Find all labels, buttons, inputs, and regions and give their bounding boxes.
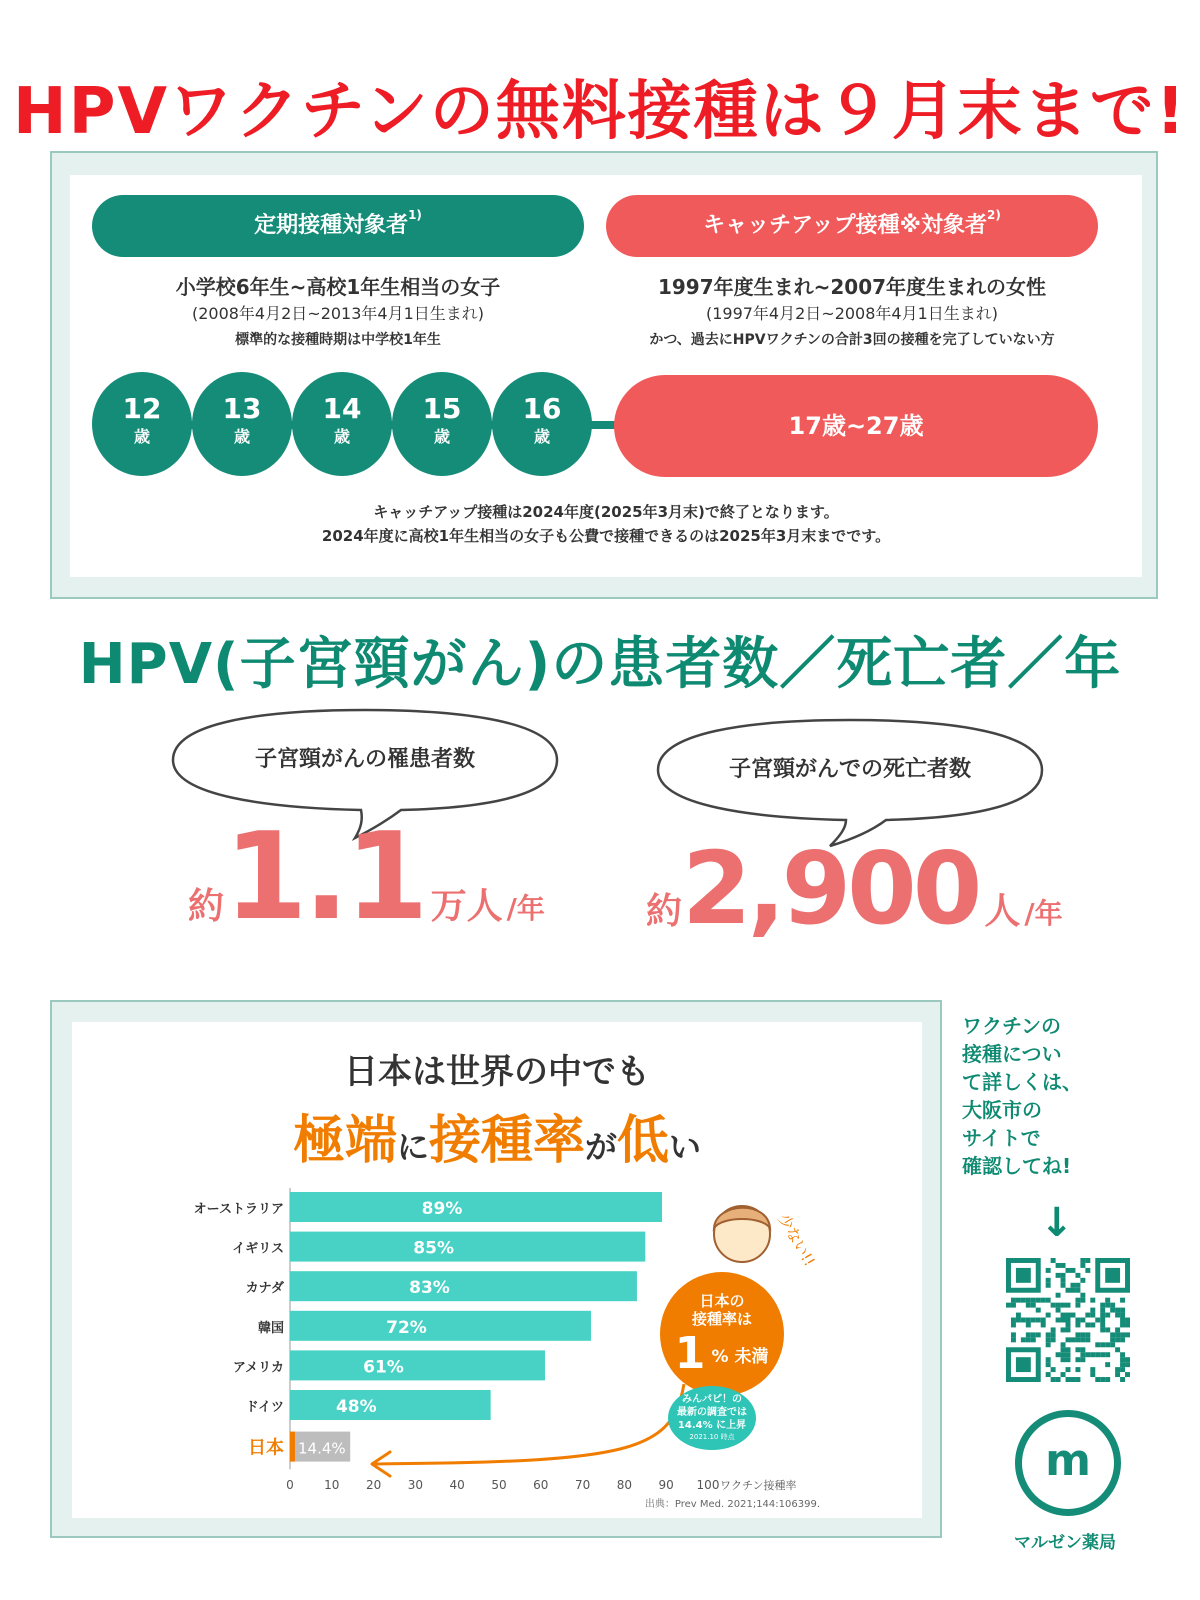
side-info-text [962, 1012, 1102, 1180]
character-exclaim-text: 少ない!! [774, 1211, 819, 1270]
qr-module [1031, 1303, 1036, 1308]
deaths-unit: 人 [984, 891, 1021, 932]
qr-module [1105, 1342, 1110, 1347]
patients-label: 子宮頸がんの罹患者数 [254, 747, 475, 772]
age-circle-14 [292, 372, 392, 476]
qr-module [1120, 1313, 1125, 1318]
qr-module [1070, 1268, 1075, 1273]
qr-module [1120, 1337, 1125, 1342]
age-unit: 歳 [233, 427, 250, 446]
category-label: オーストラリア [193, 1202, 284, 1217]
qr-module [1085, 1337, 1090, 1342]
qr-module [1125, 1318, 1130, 1323]
qr-module [1056, 1263, 1061, 1268]
x-tick-label: 60 [533, 1478, 549, 1493]
qr-module [1066, 1318, 1071, 1323]
qr-module [1075, 1283, 1080, 1288]
qr-module [1031, 1332, 1036, 1337]
qr-module [1066, 1357, 1071, 1362]
side-line: 確認してね! [962, 1154, 1072, 1178]
x-tick-label: 50 [491, 1478, 507, 1493]
survey-line1: みんパピ！の [682, 1394, 742, 1405]
qr-module [1105, 1313, 1110, 1318]
down-arrow-icon: ↓ [1040, 1200, 1074, 1246]
qr-module [1070, 1337, 1075, 1342]
qr-module [1061, 1318, 1066, 1323]
survey-line2: 最新の調査では [677, 1407, 747, 1418]
qr-module [1066, 1288, 1071, 1293]
qr-module [1115, 1372, 1120, 1377]
vaccination-rate-inner [72, 1022, 922, 1518]
qr-module [1066, 1322, 1071, 1327]
qr-module [1120, 1308, 1125, 1313]
qr-module [1115, 1337, 1120, 1342]
note-line2: 2024年度に高校1年生相当の女子も公費で接種できるのは2025年3月末までです。 [321, 527, 891, 545]
qr-module [1075, 1298, 1080, 1303]
qr-module [1105, 1327, 1110, 1332]
qr-code[interactable] [1006, 1258, 1130, 1382]
logo-letter: m [1045, 1435, 1091, 1486]
deaths-label: 子宮頸がんでの死亡者数 [728, 757, 971, 782]
qr-module [1115, 1308, 1120, 1313]
catchup-line1: 1997年度生まれ~2007年度生まれの女性 [657, 275, 1047, 299]
title-part: い [669, 1128, 702, 1166]
qr-module [1120, 1332, 1125, 1337]
qr-module [1046, 1313, 1051, 1318]
x-tick-label: 30 [407, 1478, 424, 1493]
qr-finder-inner [1016, 1268, 1031, 1283]
qr-module [1061, 1342, 1066, 1347]
x-tick-label: 90 [658, 1478, 674, 1493]
qr-module [1046, 1342, 1051, 1347]
deaths-stat [646, 830, 1063, 947]
callout-line2: 接種率は [691, 1310, 753, 1328]
qr-module [1090, 1372, 1095, 1377]
category-label: 韓国 [257, 1320, 284, 1336]
qr-module [1110, 1308, 1115, 1313]
qr-module [1026, 1332, 1031, 1337]
category-label: カナダ [245, 1281, 284, 1297]
title-part: が [585, 1128, 618, 1166]
age-unit: 歳 [333, 427, 350, 446]
qr-module [1041, 1322, 1046, 1327]
qr-module [1075, 1303, 1080, 1308]
age-number: 16 [522, 392, 562, 425]
side-line: ワクチンの [962, 1014, 1061, 1038]
qr-module [1095, 1352, 1100, 1357]
title-part: 極端 [292, 1111, 397, 1171]
qr-module [1100, 1313, 1105, 1318]
bar-value-label: 72% [386, 1317, 427, 1338]
qr-module [1090, 1308, 1095, 1313]
catchup-age-range: 17歳~27歳 [614, 375, 1098, 477]
qr-module [1085, 1332, 1090, 1337]
qr-module [1110, 1332, 1115, 1337]
qr-module [1075, 1337, 1080, 1342]
qr-module [1090, 1352, 1095, 1357]
qr-module [1051, 1337, 1056, 1342]
qr-module [1075, 1332, 1080, 1337]
side-line: 接種につい [962, 1042, 1062, 1066]
x-tick-label: 0 [286, 1478, 294, 1493]
pharmacy-name: マルゼン薬局 [1014, 1533, 1116, 1553]
qr-module [1066, 1327, 1071, 1332]
side-line: て詳しくは、 [962, 1070, 1082, 1094]
qr-module [1061, 1352, 1066, 1357]
age-circle-13 [192, 372, 292, 476]
regular-line1: 小学校6年生~高校1年生相当の女子 [175, 275, 501, 299]
qr-module [1021, 1318, 1026, 1323]
main-headline: HPVワクチンの無料接種は９月末まで! [13, 75, 1187, 149]
category-label: イギリス [232, 1241, 284, 1257]
qr-module [1080, 1352, 1085, 1357]
category-label: アメリカ [232, 1360, 284, 1376]
age-number: 15 [422, 392, 462, 425]
qr-module [1090, 1322, 1095, 1327]
chart-title-line1: 日本は世界の中でも [344, 1052, 650, 1092]
qr-module [1125, 1362, 1130, 1367]
qr-module [1080, 1278, 1085, 1283]
qr-module [1120, 1377, 1125, 1382]
qr-module [1036, 1298, 1041, 1303]
qr-module [1105, 1352, 1110, 1357]
qr-module [1105, 1298, 1110, 1303]
regular-target-description [78, 271, 598, 353]
qr-module [1080, 1337, 1085, 1342]
bar-value-label: 14.4% [298, 1439, 346, 1458]
catchup-target-title: キャッチアップ接種※対象者 [703, 213, 987, 238]
qr-module [1100, 1327, 1105, 1332]
qr-module [1051, 1367, 1056, 1372]
regular-line3: 標準的な接種時期は中学校1年生 [235, 332, 441, 348]
callout-rest: % 未満 [711, 1347, 769, 1367]
bar-value-label: 61% [363, 1357, 404, 1378]
qr-module [1120, 1367, 1125, 1372]
qr-module [1026, 1322, 1031, 1327]
vaccination-rate-panel [50, 1000, 942, 1538]
qr-module [1056, 1308, 1061, 1313]
qr-module [1075, 1318, 1080, 1323]
bar [290, 1192, 662, 1222]
regular-target-title: 定期接種対象者 [254, 213, 409, 238]
qr-module [1056, 1352, 1061, 1357]
category-label: ドイツ [245, 1400, 284, 1415]
catchup-line3: かつ、過去にHPVワクチンの合計3回の接種を完了していない方 [649, 332, 1055, 348]
qr-module [1120, 1322, 1125, 1327]
pharmacy-logo [1015, 1410, 1121, 1516]
survey-line3: 14.4% に上昇 [677, 1420, 747, 1431]
note-line1: キャッチアップ接種は2024年度(2025年3月末)で終了となります。 [373, 503, 839, 521]
vaccination-rate-chart [72, 1022, 922, 1518]
qr-module [1120, 1357, 1125, 1362]
title-part: に [396, 1128, 429, 1166]
bar [290, 1311, 591, 1341]
qr-finder-inner [1105, 1268, 1120, 1283]
qr-module [1066, 1337, 1071, 1342]
qr-module [1061, 1347, 1066, 1352]
x-tick-label: 40 [449, 1478, 465, 1493]
qr-module [1051, 1258, 1056, 1263]
title-part: 接種率 [428, 1111, 585, 1171]
qr-module [1061, 1303, 1066, 1308]
qr-module [1061, 1327, 1066, 1332]
qr-module [1016, 1318, 1021, 1323]
qr-module [1090, 1313, 1095, 1318]
callout-big-number: 1 [674, 1328, 706, 1379]
bar [290, 1350, 545, 1380]
qr-module [1125, 1372, 1130, 1377]
age-circle-15 [392, 372, 492, 476]
qr-module [1120, 1318, 1125, 1323]
qr-module [1085, 1352, 1090, 1357]
qr-module [1120, 1298, 1125, 1303]
x-tick-label: 70 [574, 1478, 591, 1493]
age-number: 12 [122, 392, 162, 425]
patients-per: /年 [506, 892, 545, 925]
qr-module [1036, 1318, 1041, 1323]
qr-module [1031, 1298, 1036, 1303]
qr-module [1066, 1313, 1071, 1318]
qr-module [1075, 1347, 1080, 1352]
bar [290, 1390, 491, 1420]
qr-module [1080, 1263, 1085, 1268]
qr-module [1021, 1337, 1026, 1342]
qr-module [1056, 1303, 1061, 1308]
qr-module [1046, 1372, 1051, 1377]
callout-line1: 日本の [699, 1292, 745, 1310]
x-axis-label: ワクチン接種率 [720, 1479, 797, 1493]
age-number: 14 [322, 392, 362, 425]
bar-value-label: 85% [413, 1238, 455, 1259]
qr-module [1100, 1303, 1105, 1308]
qr-module [1036, 1332, 1041, 1337]
qr-module [1021, 1298, 1026, 1303]
qr-module [1105, 1362, 1110, 1367]
qr-module [1066, 1303, 1071, 1308]
qr-module [1031, 1318, 1036, 1323]
bar [290, 1232, 645, 1262]
qr-module [1080, 1347, 1085, 1352]
qr-module [1041, 1298, 1046, 1303]
catchup-line2: (1997年4月2日~2008年4月1日生まれ) [705, 304, 999, 323]
qr-module [1016, 1298, 1021, 1303]
qr-module [1100, 1377, 1105, 1382]
qr-module [1125, 1322, 1130, 1327]
qr-module [1075, 1377, 1080, 1382]
qr-module [1080, 1293, 1085, 1298]
bar [290, 1271, 637, 1301]
qr-finder-inner [1016, 1357, 1031, 1372]
qr-module [1016, 1313, 1021, 1318]
regular-target-ref: 1) [408, 208, 422, 222]
qr-module [1100, 1342, 1105, 1347]
qr-module [1085, 1268, 1090, 1273]
x-tick-label: 10 [324, 1478, 340, 1493]
qr-module [1070, 1283, 1075, 1288]
qr-module [1095, 1318, 1100, 1323]
catchup-end-note [70, 501, 1142, 549]
qr-module [1085, 1258, 1090, 1263]
qr-module [1031, 1337, 1036, 1342]
qr-module [1046, 1357, 1051, 1362]
qr-module [1100, 1352, 1105, 1357]
age-circle-12 [92, 372, 192, 476]
bar-value-label: 83% [409, 1278, 450, 1299]
age-unit: 歳 [133, 427, 150, 446]
qr-module [1090, 1367, 1095, 1372]
qr-module [1105, 1303, 1110, 1308]
qr-module [1046, 1268, 1051, 1273]
qr-module [1046, 1362, 1051, 1367]
qr-module [1120, 1362, 1125, 1367]
qr-module [1080, 1258, 1085, 1263]
qr-module [1046, 1278, 1051, 1283]
qr-module [1011, 1298, 1016, 1303]
patients-value: 1.1 [224, 808, 425, 947]
qr-module [1061, 1372, 1066, 1377]
qr-module [1061, 1313, 1066, 1318]
qr-module [1080, 1332, 1085, 1337]
qr-module [1115, 1347, 1120, 1352]
qr-module [1080, 1357, 1085, 1362]
bar-value-label: 89% [421, 1199, 463, 1219]
qr-module [1066, 1347, 1071, 1352]
qr-module [1070, 1313, 1075, 1318]
qr-module [1056, 1293, 1061, 1298]
qr-module [1056, 1377, 1061, 1382]
qr-module [1011, 1337, 1016, 1342]
regular-line2: (2008年4月2日~2013年4月1日生まれ) [191, 304, 485, 323]
eligibility-inner [70, 175, 1142, 577]
title-part: 低 [617, 1111, 670, 1171]
qr-module [1075, 1357, 1080, 1362]
qr-module [1120, 1352, 1125, 1357]
qr-module [1085, 1322, 1090, 1327]
qr-module [1066, 1377, 1071, 1382]
qr-module [1100, 1308, 1105, 1313]
qr-module [1125, 1357, 1130, 1362]
qr-module [1026, 1303, 1031, 1308]
qr-module [1046, 1332, 1051, 1337]
survey-line4: 2021.10 時点 [689, 1433, 735, 1441]
qr-module [1110, 1337, 1115, 1342]
qr-module [1110, 1303, 1115, 1308]
qr-module [1066, 1268, 1071, 1273]
source-label: 出典：Prev Med. 2021;144:106399. [644, 1499, 820, 1511]
qr-module [1046, 1337, 1051, 1342]
side-line: 大阪市の [962, 1098, 1042, 1122]
bar-value-label: 48% [335, 1397, 377, 1417]
qr-module [1066, 1367, 1071, 1372]
patients-prefix: 約 [188, 886, 225, 927]
qr-module [1026, 1298, 1031, 1303]
qr-module [1100, 1322, 1105, 1327]
deaths-prefix: 約 [646, 891, 683, 932]
deaths-per: /年 [1024, 897, 1063, 930]
qr-module [1056, 1273, 1061, 1278]
qr-module [1011, 1322, 1016, 1327]
section2-title: HPV(子宮頸がん)の患者数／死亡者／年 [78, 632, 1122, 697]
qr-module [1011, 1318, 1016, 1323]
qr-module [1011, 1303, 1016, 1308]
qr-module [1066, 1352, 1071, 1357]
qr-module [1125, 1332, 1130, 1337]
qr-module [1070, 1377, 1075, 1382]
qr-module [1056, 1318, 1061, 1323]
qr-module [1075, 1367, 1080, 1372]
qr-module [1046, 1283, 1051, 1288]
qr-module [1095, 1377, 1100, 1382]
qr-module [1061, 1263, 1066, 1268]
qr-module [1080, 1298, 1085, 1303]
qr-module [1026, 1337, 1031, 1342]
qr-module [1061, 1283, 1066, 1288]
qr-module [1051, 1377, 1056, 1382]
age-unit: 歳 [533, 427, 550, 446]
qr-module [1011, 1332, 1016, 1337]
qr-module [1051, 1327, 1056, 1332]
patients-unit: 万人 [430, 886, 503, 927]
qr-module [1115, 1327, 1120, 1332]
x-tick-label: 80 [616, 1478, 633, 1493]
qr-module [1061, 1278, 1066, 1283]
x-tick-label: 20 [365, 1478, 382, 1493]
age-unit: 歳 [433, 427, 450, 446]
qr-module [1075, 1273, 1080, 1278]
qr-module [1105, 1377, 1110, 1382]
catchup-target-ref: 2) [987, 208, 1001, 222]
eligibility-panel [50, 151, 1158, 599]
qr-module [1110, 1342, 1115, 1347]
qr-module [1051, 1303, 1056, 1308]
qr-module [1115, 1313, 1120, 1318]
regular-target-header [92, 195, 584, 257]
qr-module [1061, 1357, 1066, 1362]
qr-module [1090, 1298, 1095, 1303]
qr-module [1041, 1318, 1046, 1323]
category-label: 日本 [248, 1437, 284, 1459]
qr-module [1085, 1313, 1090, 1318]
qr-module [1061, 1273, 1066, 1278]
bar-japan-marker [290, 1432, 295, 1462]
catchup-target-header [606, 195, 1098, 257]
qr-module [1026, 1318, 1031, 1323]
side-line: サイトで [962, 1126, 1041, 1150]
qr-module [1075, 1288, 1080, 1293]
patients-stat [188, 808, 545, 947]
x-tick-label: 100 [696, 1478, 720, 1493]
qr-module [1115, 1332, 1120, 1337]
catchup-target-description [592, 271, 1112, 353]
age-circle-16 [492, 372, 592, 476]
qr-module [1070, 1288, 1075, 1293]
qr-module [1036, 1308, 1041, 1313]
age-number: 13 [222, 392, 262, 425]
qr-module [1100, 1318, 1105, 1323]
qr-module [1115, 1367, 1120, 1372]
qr-module [1046, 1298, 1051, 1303]
qr-module [1006, 1303, 1011, 1308]
qr-module [1051, 1332, 1056, 1337]
qr-module [1075, 1322, 1080, 1327]
qr-module [1095, 1342, 1100, 1347]
deaths-value: 2,900 [682, 830, 979, 947]
qr-module [1080, 1318, 1085, 1323]
